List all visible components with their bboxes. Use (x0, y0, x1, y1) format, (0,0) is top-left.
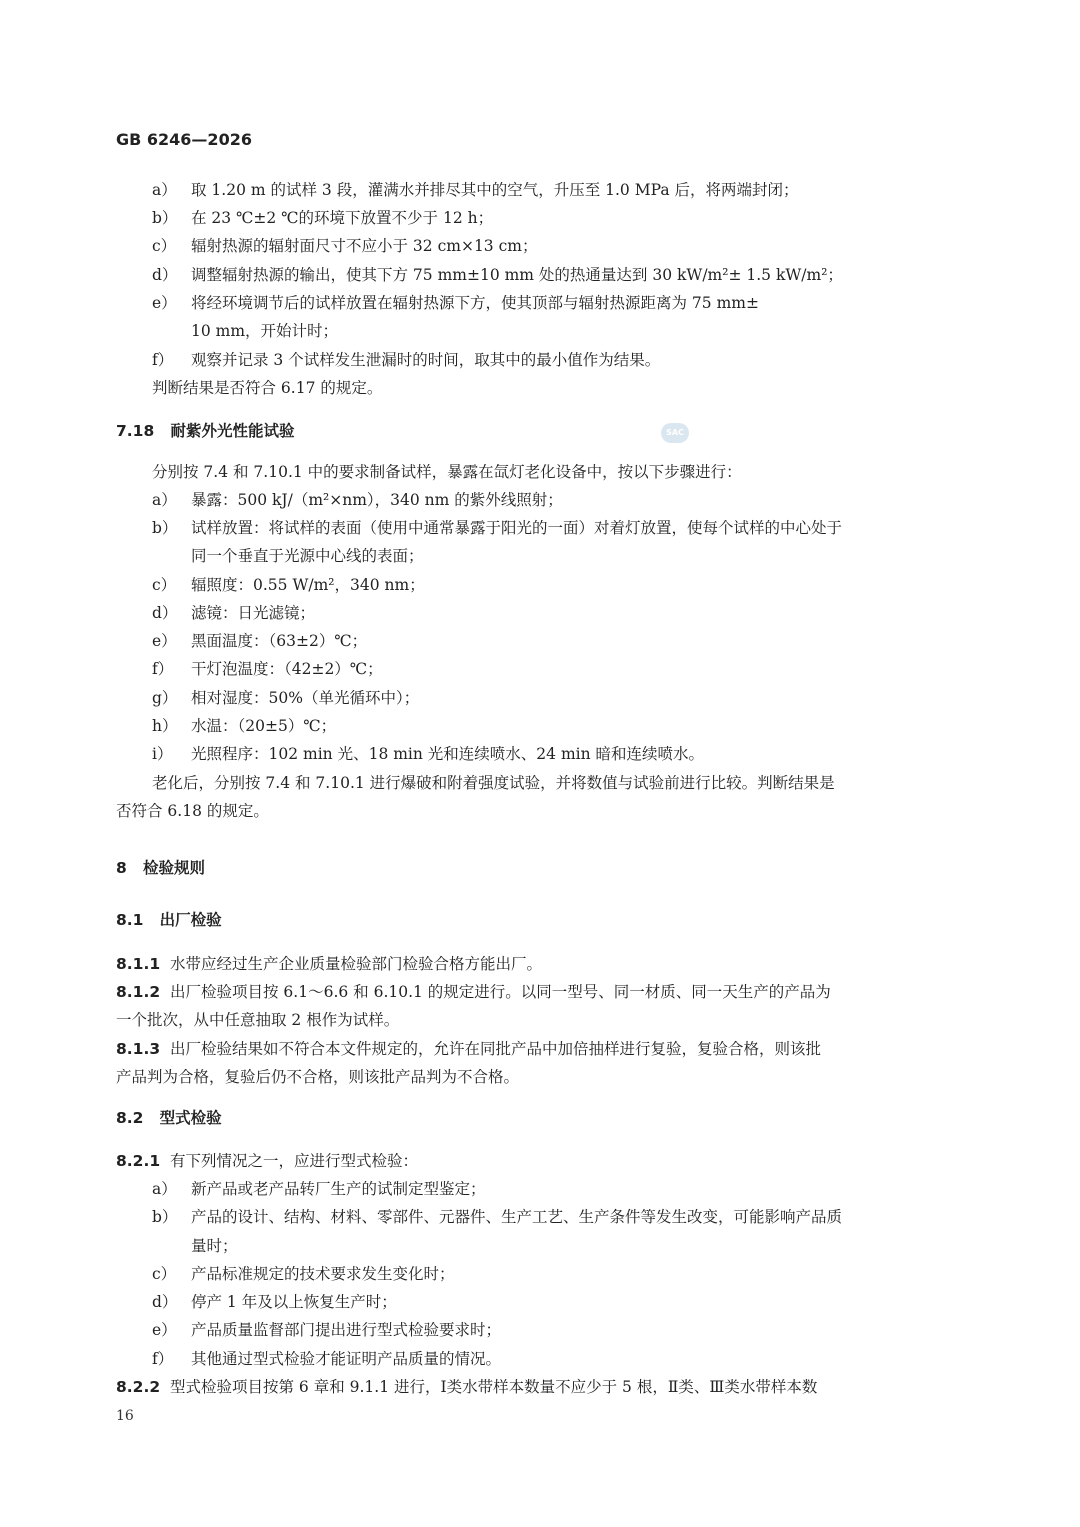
list-text: 其他通过型式检验才能证明产品质量的情况。 (191, 1350, 502, 1368)
list-label: d） (152, 1293, 178, 1311)
list-text: 辐射热源的辐射面尺寸不应小于 32 cm×13 cm； (191, 237, 538, 255)
list-label: b） (152, 519, 178, 537)
clause-number: 8.1.3 (116, 1040, 161, 1058)
list-text: 在 23 ℃±2 ℃的环境下放置不少于 12 h； (191, 209, 494, 227)
list-label: d） (152, 604, 178, 622)
list-label: e） (152, 294, 177, 312)
sac-watermark-logo: SAC (661, 423, 689, 443)
clause-text: 出厂检验结果如不符合本文件规定的，允许在同批产品中加倍抽样进行复验，复验合格，则该批 (170, 1040, 822, 1058)
section-number: 8.1 (116, 911, 144, 929)
clause-number: 8.2.1 (116, 1152, 161, 1170)
list-label: e） (152, 632, 177, 650)
list-label: a） (152, 491, 177, 509)
list-text: 停产 1 年及以上恢复生产时； (191, 1293, 397, 1311)
list-label: i） (152, 745, 173, 763)
list-text: 产品标准规定的技术要求发生变化时； (191, 1265, 455, 1283)
clause-8-1-3 (116, 1039, 821, 1059)
list-text: 新产品或老产品转厂生产的试制定型鉴定； (191, 1180, 486, 1198)
list-label: d） (152, 266, 178, 284)
list-text: 调整辐射热源的输出，使其下方 75 mm±10 mm 处的热通量达到 30 kW/m²± 1.5 kW/m²； (191, 266, 843, 284)
list-label: c） (152, 576, 177, 594)
clause-number: 8.2.2 (116, 1378, 161, 1396)
list-label: g） (152, 689, 178, 707)
section-title: 出厂检验 (159, 911, 222, 929)
section-intro: 分别按 7.4 和 7.10.1 中的要求制备试样，暴露在氙灯老化设备中，按以下步骤进行： (152, 463, 742, 481)
list-text: 观察并记录 3 个试样发生泄漏时的时间，取其中的最小值作为结果。 (191, 351, 661, 369)
list-text: 暴露：500 kJ/（m²×nm），340 nm 的紫外线照射； (191, 491, 563, 509)
chapter-title: 检验规则 (143, 859, 206, 877)
list-text: 相对湿度：50%（单光循环中）； (191, 689, 420, 707)
paragraph-text-continued: 否符合 6.18 的规定。 (116, 802, 269, 820)
clause-number: 8.1.1 (116, 955, 161, 973)
list-label: f） (152, 660, 174, 678)
list-text-continued: 10 mm，开始计时； (191, 322, 339, 340)
list-label: b） (152, 209, 178, 227)
list-text: 取 1.20 m 的试样 3 段，灌满水并排尽其中的空气，升压至 1.0 MPa 后，将两端封闭； (191, 181, 799, 199)
section-heading-7-18 (116, 421, 294, 441)
list-text: 光照程序：102 min 光、18 min 光和连续喷水、24 min 暗和连续喷水。 (191, 745, 705, 763)
list-text: 产品质量监督部门提出进行型式检验要求时； (191, 1321, 502, 1339)
clause-8-1-2 (116, 982, 831, 1002)
clause-text: 水带应经过生产企业质量检验部门检验合格方能出厂。 (170, 955, 543, 973)
clause-8-1-1 (116, 954, 542, 974)
clause-text: 有下列情况之一，应进行型式检验： (170, 1152, 419, 1170)
list-text: 产品的设计、结构、材料、零部件、元器件、生产工艺、生产条件等发生改变，可能影响产品质 (191, 1208, 843, 1226)
clause-text: 出厂检验项目按 6.1～6.6 和 6.10.1 的规定进行。以同一型号、同一材质、同一天生产的产品为 (170, 983, 831, 1001)
list-label: h） (152, 717, 178, 735)
list-text: 水温：（20±5）℃； (191, 717, 337, 735)
section-heading-8-1 (116, 910, 222, 930)
section-number: 7.18 (116, 422, 155, 440)
list-label: f） (152, 351, 174, 369)
clause-number: 8.1.2 (116, 983, 161, 1001)
clause-8-2-1 (116, 1151, 418, 1171)
list-label: b） (152, 1208, 178, 1226)
clause-8-2-2 (116, 1377, 817, 1397)
section-heading-8-2 (116, 1108, 222, 1128)
section-title: 耐紫外光性能试验 (170, 422, 295, 440)
list-label: e） (152, 1321, 177, 1339)
list-text: 干灯泡温度：（42±2）℃； (191, 660, 383, 678)
list-label: c） (152, 1265, 177, 1283)
paragraph-text: 老化后，分别按 7.4 和 7.10.1 进行爆破和附着强度试验，并将数值与试验前进行比较。判断结果是 (152, 774, 835, 792)
chapter-number: 8 (116, 859, 127, 877)
clause-text-continued: 产品判为合格，复验后仍不合格，则该批产品判为不合格。 (116, 1068, 520, 1086)
clause-text: 型式检验项目按第 6 章和 9.1.1 进行，Ⅰ类水带样本数量不应少于 5 根，Ⅱ类、Ⅲ类水带样本数 (170, 1378, 818, 1396)
document-id: GB 6246—2026 (116, 130, 252, 149)
list-label: a） (152, 1180, 177, 1198)
list-text: 试样放置：将试样的表面（使用中通常暴露于阳光的一面）对着灯放置，使每个试样的中心处于 (191, 519, 843, 537)
chapter-heading-8 (116, 858, 205, 878)
list-text: 辐照度：0.55 W/m²，340 nm； (191, 576, 425, 594)
list-text-continued: 量时； (191, 1237, 238, 1255)
page-number: 16 (116, 1408, 134, 1424)
list-text-continued: 同一个垂直于光源中心线的表面； (191, 547, 424, 565)
section-title: 型式检验 (159, 1109, 222, 1127)
conclusion-text: 判断结果是否符合 6.17 的规定。 (152, 379, 383, 397)
section-number: 8.2 (116, 1109, 144, 1127)
list-text: 黑面温度：（63±2）℃； (191, 632, 368, 650)
list-text: 滤镜：日光滤镜； (191, 604, 316, 622)
clause-text-continued: 一个批次，从中任意抽取 2 根作为试样。 (116, 1011, 400, 1029)
list-text: 将经环境调节后的试样放置在辐射热源下方，使其顶部与辐射热源距离为 75 mm± (191, 294, 759, 312)
list-label: f） (152, 1350, 174, 1368)
list-label: c） (152, 237, 177, 255)
list-label: a） (152, 181, 177, 199)
